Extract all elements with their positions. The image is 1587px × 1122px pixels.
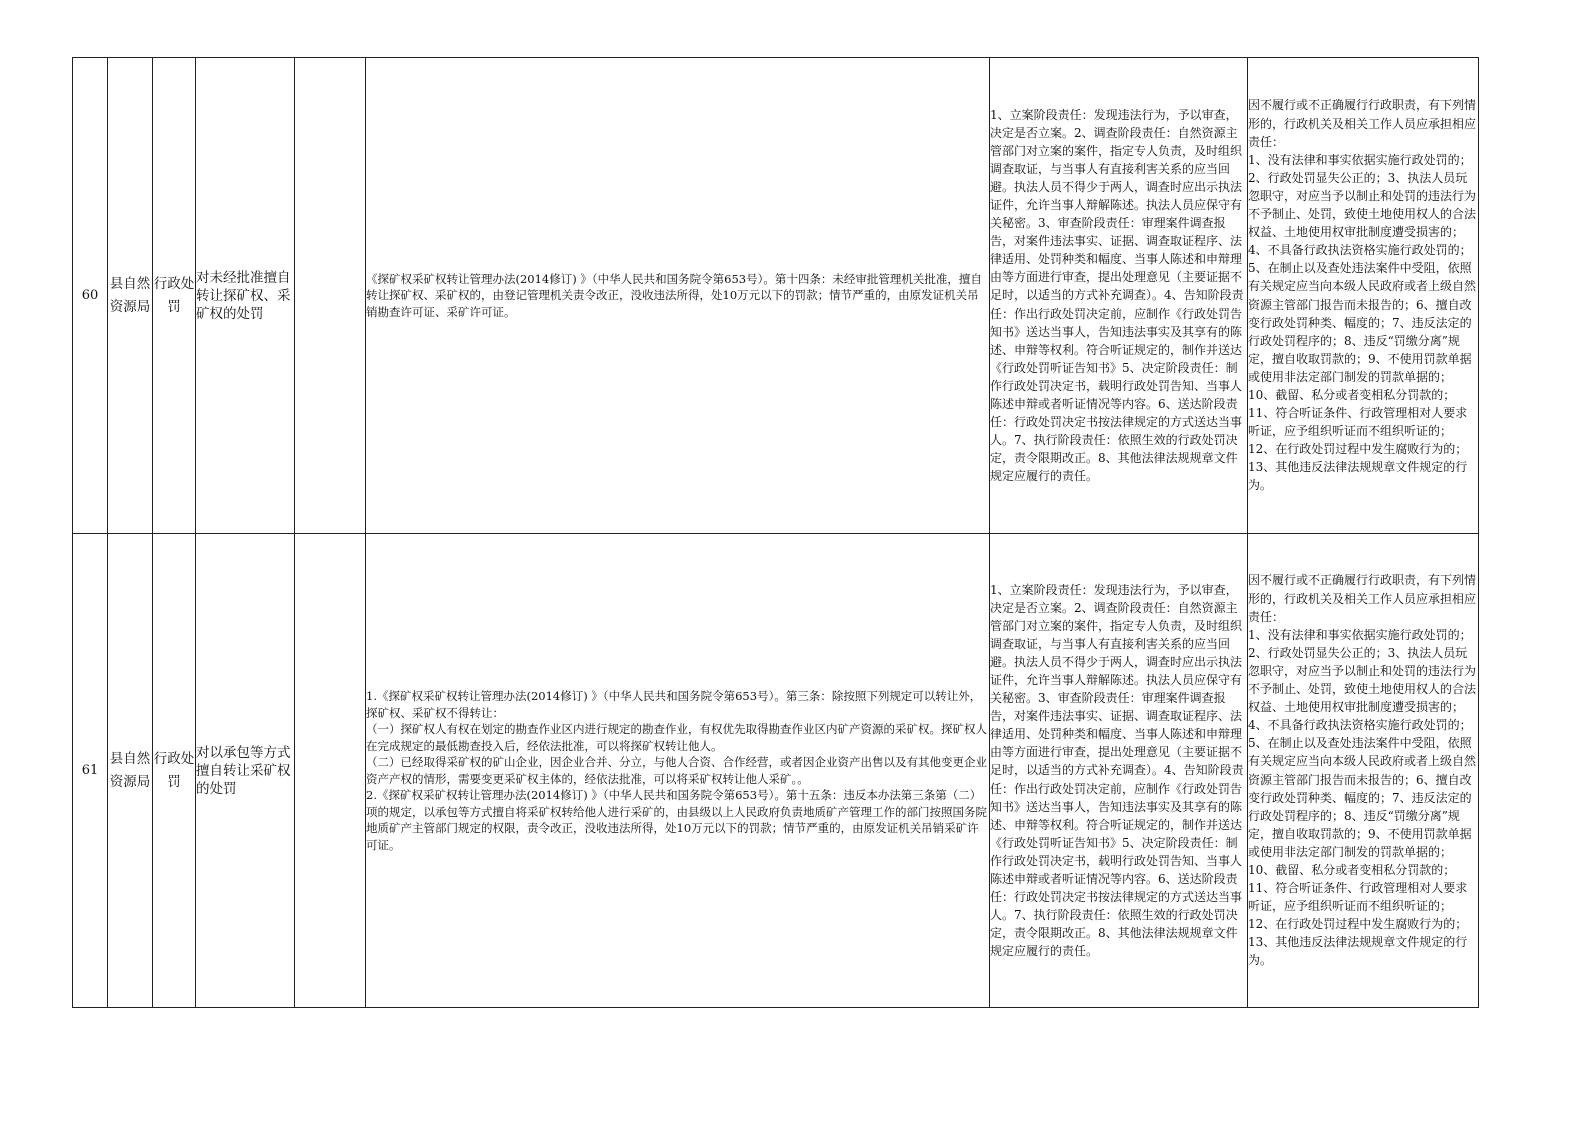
accountability-text: 因不履行或不正确履行行政职责，有下列情形的，行政机关及相关工作人员应承担相应责任： 1、没有法律和事实依据实施行政处罚的；2、行政处罚显失公正的；3、执法人员玩忽职守，对应当予以制止和处罚的违法行为不予制止、处罚，致使土地使用权人的合法权益、土地使用权审批制度遭受损害的；4、不具备行政执法资格实施行政处罚的；5、在制止以及查处违法案件中受阻，依照有关规定应当向本级人民政府或者上级自然资源主管部门报告而未报告的；6、擅自改变行政处罚种类、幅度的；7、违反法定的行政处罚程序的；8、违反“罚缴分离”规定，擅自收取罚款的；9、不使用罚款单据或使用非法定部门制发的罚款单据的； 10、截留、私分或者变相私分罚款的；11、符合听证条件、行政管理相对人要求听证，应予组织听证而不组织听证的；12、在行政处罚过程中发生腐败行为的；13、其他违反法律法规规章文件规定的行为。 — [1248, 98, 1477, 493]
power-type: 行政处罚 — [153, 534, 196, 1008]
responsibility-cell — [990, 58, 1248, 534]
responsibility-cell — [990, 534, 1248, 1008]
department: 县自然资源局 — [108, 534, 153, 1008]
accountability-cell — [1248, 58, 1479, 534]
sub-item — [295, 58, 366, 534]
department: 县自然资源局 — [108, 58, 153, 534]
table-row — [73, 58, 1479, 534]
power-type: 行政处罚 — [153, 58, 196, 534]
power-list-table — [72, 57, 1479, 1008]
row-number: 61 — [73, 534, 108, 1008]
item-name: 对以承包等方式擅自转让采矿权的处罚 — [196, 534, 295, 1008]
item-name: 对未经批准擅自转让探矿权、采矿权的处罚 — [196, 58, 295, 534]
accountability-cell — [1248, 534, 1479, 1008]
responsibility-text: 1、立案阶段责任：发现违法行为，予以审查，决定是否立案。2、调查阶段责任：自然资源主管部门对立案的案件，指定专人负责，及时组织调查取证，与当事人有直接利害关系的应当回避。执法人员不得少于两人，调查时应出示执法证件，允许当事人辩解陈述。执法人员应保守有关秘密。3、审查阶段责任：审理案件调查报告，对案件违法事实、证据、调查取证程序、法律适用、处罚种类和幅度、当事人陈述和申辩理由等方面进行审查，提出处理意见（主要证据不足时，以适当的方式补充调查）。4、告知阶段责任：作出行政处罚决定前，应制作《行政处罚告知书》送达当事人，告知违法事实及其享有的陈述、申辩等权利。符合听证规定的，制作并送达《行政处罚听证告知书》5、决定阶段责任：制作行政处罚决定书，载明行政处罚告知、当事人陈述申辩或者听证情况等内容。6、送达阶段责任：行政处罚决定书按法律规定的方式送达当事人。7、执行阶段责任：依照生效的行政处罚决定，责令限期改正。8、其他法律法规规章文件规定应履行的责任。 — [990, 107, 1244, 484]
table-row — [73, 534, 1479, 1008]
responsibility-text: 1、立案阶段责任：发现违法行为，予以审查，决定是否立案。2、调查阶段责任：自然资源主管部门对立案的案件，指定专人负责，及时组织调查取证，与当事人有直接利害关系的应当回避。执法人员不得少于两人，调查时应出示执法证件，允许当事人辩解陈述。执法人员应保守有关秘密。3、审查阶段责任：审理案件调查报告，对案件违法事实、证据、调查取证程序、法律适用、处罚种类和幅度、当事人陈述和申辩理由等方面进行审查，提出处理意见（主要证据不足时，以适当的方式补充调查）。4、告知阶段责任：作出行政处罚决定前，应制作《行政处罚告知书》送达当事人，告知违法事实及其享有的陈述、申辩等权利。符合听证规定的，制作并送达《行政处罚听证告知书》5、决定阶段责任：制作行政处罚决定书，载明行政处罚告知、当事人陈述申辩或者听证情况等内容。6、送达阶段责任：行政处罚决定书按法律规定的方式送达当事人。7、执行阶段责任：依照生效的行政处罚决定，责令限期改正。8、其他法律法规规章文件规定应履行的责任。 — [990, 582, 1244, 959]
sub-item — [295, 534, 366, 1008]
legal-basis: 《探矿权采矿权转让管理办法(2014修订) 》（中华人民共和国务院令第653号）。第十四条：未经审批管理机关批准，擅自转让探矿权、采矿权的，由登记管理机关责令改正，没收违法所得，处10万元以下的罚款；情节严重的，由原发证机关吊销勘查许可证、采矿许可证。 — [366, 58, 990, 534]
accountability-text: 因不履行或不正确履行行政职责，有下列情形的，行政机关及相关工作人员应承担相应责任： 1、没有法律和事实依据实施行政处罚的；2、行政处罚显失公正的；3、执法人员玩忽职守，对应当予以制止和处罚的违法行为不予制止、处罚，致使土地使用权人的合法权益、土地使用权审批制度遭受损害的；4、不具备行政执法资格实施行政处罚的；5、在制止以及查处违法案件中受阻，依照有关规定应当向本级人民政府或者上级自然资源主管部门报告而未报告的；6、擅自改变行政处罚种类、幅度的；7、违反法定的行政处罚程序的；8、违反“罚缴分离”规定，擅自收取罚款的；9、不使用罚款单据或使用非法定部门制发的罚款单据的； 10、截留、私分或者变相私分罚款的；11、符合听证条件、行政管理相对人要求听证，应予组织听证而不组织听证的；12、在行政处罚过程中发生腐败行为的；13、其他违反法律法规规章文件规定的行为。 — [1248, 573, 1477, 968]
row-number: 60 — [73, 58, 108, 534]
legal-basis: 1.《探矿权采矿权转让管理办法(2014修订) 》（中华人民共和国务院令第653号）。第三条：除按照下列规定可以转让外，探矿权、采矿权不得转让： （一）探矿权人有权在划定的勘查作业区内进行规定的勘查作业，有权优先取得勘查作业区内矿产资源的采矿权。探矿权人在完成规定的最低勘查投入后，经依法批准，可以将探矿权转让他人。 （二）已经取得采矿权的矿山企业，因企业合并、分立，与他人合资、合作经营，或者因企业资产出售以及有其他变更企业资产产权的情形，需要变更采矿权主体的，经依法批准，可以将采矿权转让他人采矿。。 2.《探矿权采矿权转让管理办法(2014修订) 》（中华人民共和国务院令第653号）。第十五条：违反本办法第三条第（二）项的规定，以承包等方式擅自将采矿权转给他人进行采矿的，由县级以上人民政府负责地质矿产管理工作的部门按照国务院地质矿产主管部门规定的权限，责令改正，没收违法所得，处10万元以下的罚款；情节严重的，由原发证机关吊销采矿许可证。 — [366, 534, 990, 1008]
